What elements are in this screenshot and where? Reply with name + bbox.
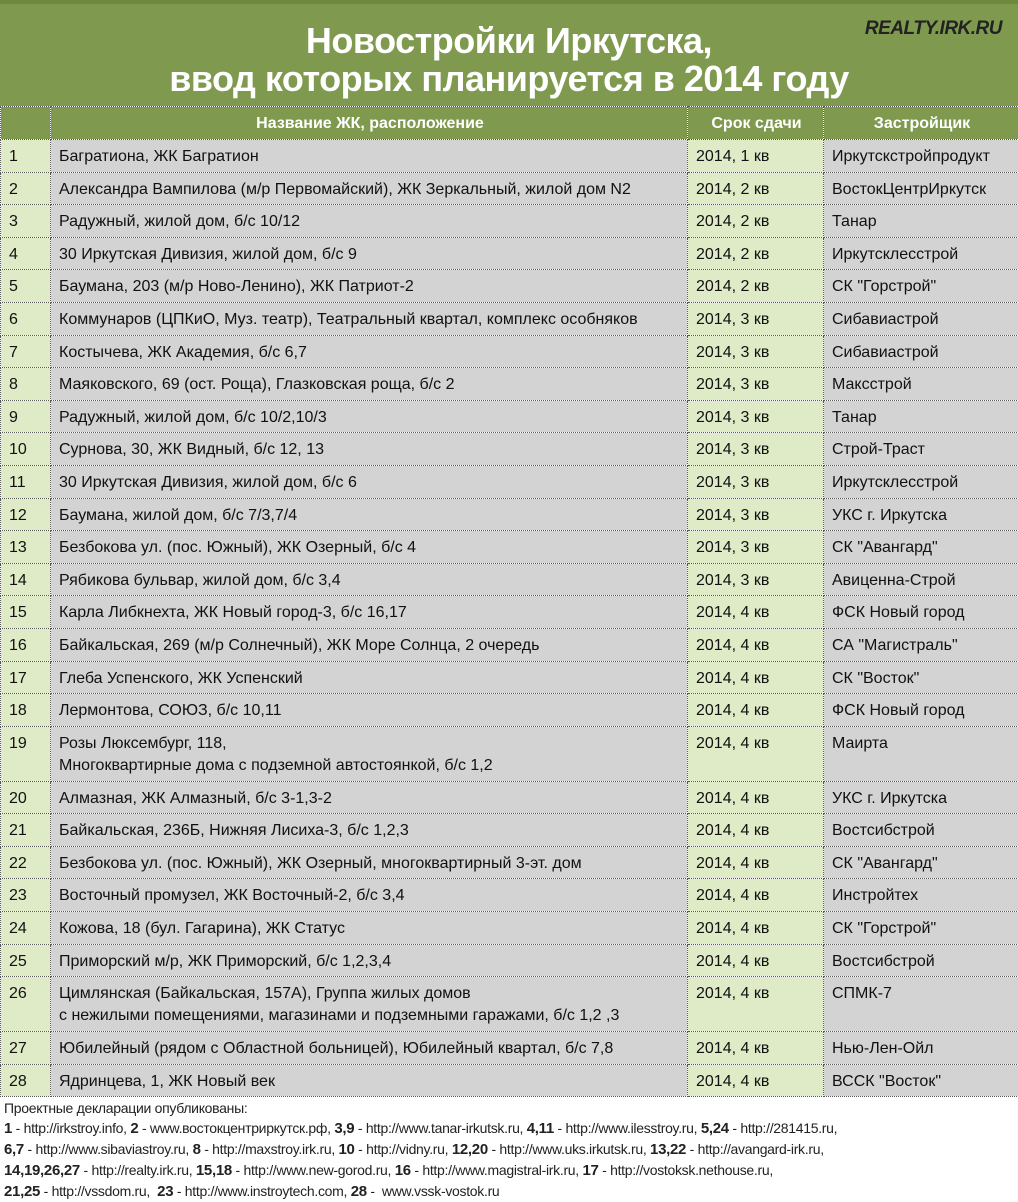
declaration-link[interactable]: - http://vssdom.ru, bbox=[40, 1183, 157, 1199]
row-number: 8 bbox=[1, 368, 51, 401]
row-number: 6 bbox=[1, 302, 51, 335]
row-number: 14 bbox=[1, 563, 51, 596]
project-numbers: 16 bbox=[395, 1162, 411, 1179]
row-number: 15 bbox=[1, 596, 51, 629]
declaration-link[interactable]: - http://www.instroytech.com, bbox=[173, 1183, 350, 1199]
developer: СК "Горстрой" bbox=[824, 270, 1018, 303]
developer: Сибавиастрой bbox=[824, 335, 1018, 368]
table-row bbox=[1, 465, 1018, 498]
developer: ВССК "Восток" bbox=[824, 1064, 1018, 1097]
table-row bbox=[1, 977, 1018, 1032]
completion-date: 2014, 3 кв bbox=[688, 335, 824, 368]
footer-line bbox=[4, 1118, 837, 1139]
completion-date: 2014, 4 кв bbox=[688, 596, 824, 629]
declaration-link[interactable]: - http://maxstroy.irk.ru, bbox=[201, 1141, 339, 1157]
row-number: 10 bbox=[1, 433, 51, 466]
table-row bbox=[1, 302, 1018, 335]
building-name bbox=[51, 400, 688, 433]
table-row bbox=[1, 781, 1018, 814]
developer: Иркутсклесстрой bbox=[824, 465, 1018, 498]
declaration-link[interactable]: - http://www.tanar-irkutsk.ru, bbox=[354, 1120, 526, 1136]
table-row bbox=[1, 400, 1018, 433]
table-row bbox=[1, 563, 1018, 596]
row-number: 1 bbox=[1, 140, 51, 173]
project-numbers: 28 bbox=[351, 1183, 367, 1200]
site-logo-text: REALTY.IRK.RU bbox=[865, 18, 1002, 40]
building-name-line: Юбилейный (рядом с Областной больницей), Юбилейный квартал, б/с 7,8 bbox=[59, 1038, 681, 1060]
page-title bbox=[0, 22, 1018, 98]
table-row bbox=[1, 498, 1018, 531]
building-name-line: Радужный, жилой дом, б/с 10/2,10/3 bbox=[59, 407, 681, 429]
completion-date: 2014, 4 кв bbox=[688, 879, 824, 912]
developer: СА "Магистраль" bbox=[824, 628, 1018, 661]
table-row bbox=[1, 433, 1018, 466]
developer: Нью-Лен-Ойл bbox=[824, 1032, 1018, 1065]
building-name-line: Коммунаров (ЦПКиО, Муз. театр), Театральный квартал, комплекс особняков bbox=[59, 309, 681, 331]
row-number: 5 bbox=[1, 270, 51, 303]
row-number: 3 bbox=[1, 205, 51, 238]
building-name-line: 30 Иркутская Дивизия, жилой дом, б/с 9 bbox=[59, 244, 681, 266]
building-name-line: Многоквартирные дома с подземной автостоянкой, б/с 1,2 bbox=[59, 755, 681, 777]
project-numbers: 14,19,26,27 bbox=[4, 1162, 80, 1179]
developer: УКС г. Иркутска bbox=[824, 498, 1018, 531]
project-numbers: 17 bbox=[582, 1162, 598, 1179]
declaration-link[interactable]: - http://www.uks.irkutsk.ru, bbox=[488, 1141, 650, 1157]
table-row bbox=[1, 205, 1018, 238]
declaration-link[interactable]: - http://www.ilesstroy.ru, bbox=[554, 1120, 701, 1136]
completion-date: 2014, 3 кв bbox=[688, 302, 824, 335]
completion-date: 2014, 3 кв bbox=[688, 368, 824, 401]
completion-date: 2014, 2 кв bbox=[688, 270, 824, 303]
completion-date: 2014, 4 кв bbox=[688, 977, 824, 1032]
building-name-line: Маяковского, 69 (ост. Роща), Глазковская роща, б/с 2 bbox=[59, 374, 681, 396]
building-name-line: Багратиона, ЖК Багратион bbox=[59, 146, 681, 168]
building-name bbox=[51, 172, 688, 205]
developer: ФСК Новый город bbox=[824, 694, 1018, 727]
project-numbers: 5,24 bbox=[701, 1120, 729, 1137]
footer-line bbox=[4, 1139, 837, 1160]
table-row bbox=[1, 661, 1018, 694]
row-number: 25 bbox=[1, 944, 51, 977]
table-row bbox=[1, 596, 1018, 629]
building-name bbox=[51, 531, 688, 564]
table-row bbox=[1, 944, 1018, 977]
building-name-line: Глеба Успенского, ЖК Успенский bbox=[59, 668, 681, 690]
declaration-link[interactable]: - www.востокцентриркутск.рф, bbox=[138, 1120, 334, 1136]
completion-date: 2014, 4 кв bbox=[688, 781, 824, 814]
completion-date: 2014, 4 кв bbox=[688, 1064, 824, 1097]
footer-heading: Проектные декларации опубликованы: bbox=[4, 1098, 837, 1118]
footer-line bbox=[4, 1181, 837, 1202]
building-name-line: 30 Иркутская Дивизия, жилой дом, б/с 6 bbox=[59, 472, 681, 494]
completion-date: 2014, 2 кв bbox=[688, 205, 824, 238]
column-header-developer: Застройщик bbox=[824, 107, 1018, 140]
title-line-1: Новостройки Иркутска, bbox=[0, 22, 1018, 60]
project-numbers: 12,20 bbox=[452, 1141, 488, 1158]
table-header-row bbox=[1, 107, 1018, 140]
table-row bbox=[1, 1064, 1018, 1097]
developer: Танар bbox=[824, 400, 1018, 433]
building-name bbox=[51, 270, 688, 303]
row-number: 4 bbox=[1, 237, 51, 270]
building-name bbox=[51, 1032, 688, 1065]
building-name-line: Розы Люксембург, 118, bbox=[59, 733, 681, 755]
row-number: 27 bbox=[1, 1032, 51, 1065]
declaration-link[interactable]: - http://avangard-irk.ru, bbox=[686, 1141, 824, 1157]
developer: Иркутскстройпродукт bbox=[824, 140, 1018, 173]
completion-date: 2014, 4 кв bbox=[688, 814, 824, 847]
table-row bbox=[1, 237, 1018, 270]
table-row bbox=[1, 1032, 1018, 1065]
building-name bbox=[51, 368, 688, 401]
table-row bbox=[1, 814, 1018, 847]
building-name-line: Рябикова бульвар, жилой дом, б/с 3,4 bbox=[59, 570, 681, 592]
completion-date: 2014, 3 кв bbox=[688, 498, 824, 531]
completion-date: 2014, 4 кв bbox=[688, 944, 824, 977]
table-row bbox=[1, 912, 1018, 945]
row-number: 9 bbox=[1, 400, 51, 433]
developer: Инстройтех bbox=[824, 879, 1018, 912]
project-numbers: 10 bbox=[339, 1141, 355, 1158]
building-name bbox=[51, 977, 688, 1032]
building-name bbox=[51, 563, 688, 596]
building-name bbox=[51, 465, 688, 498]
row-number: 2 bbox=[1, 172, 51, 205]
completion-date: 2014, 4 кв bbox=[688, 912, 824, 945]
table-row bbox=[1, 694, 1018, 727]
developer: Востсибстрой bbox=[824, 814, 1018, 847]
row-number: 23 bbox=[1, 879, 51, 912]
completion-date: 2014, 4 кв bbox=[688, 628, 824, 661]
building-name bbox=[51, 140, 688, 173]
row-number: 21 bbox=[1, 814, 51, 847]
building-name-line: Алмазная, ЖК Алмазный, б/с 3-1,3-2 bbox=[59, 788, 681, 810]
completion-date: 2014, 4 кв bbox=[688, 661, 824, 694]
project-numbers: 15,18 bbox=[196, 1162, 232, 1179]
row-number: 7 bbox=[1, 335, 51, 368]
completion-date: 2014, 4 кв bbox=[688, 1032, 824, 1065]
developer: Сибавиастрой bbox=[824, 302, 1018, 335]
project-numbers: 23 bbox=[157, 1183, 173, 1200]
building-name bbox=[51, 814, 688, 847]
developer: ФСК Новый город bbox=[824, 596, 1018, 629]
project-numbers: 2 bbox=[130, 1120, 138, 1137]
building-name bbox=[51, 1064, 688, 1097]
row-number: 12 bbox=[1, 498, 51, 531]
building-name-line: Байкальская, 236Б, Нижняя Лисиха-3, б/с 1,2,3 bbox=[59, 820, 681, 842]
developer: Иркутсклесстрой bbox=[824, 237, 1018, 270]
building-name bbox=[51, 433, 688, 466]
developer: Танар bbox=[824, 205, 1018, 238]
building-name bbox=[51, 596, 688, 629]
building-name bbox=[51, 944, 688, 977]
developer: СК "Горстрой" bbox=[824, 912, 1018, 945]
row-number: 24 bbox=[1, 912, 51, 945]
declaration-link[interactable]: - http://www.new-gorod.ru, bbox=[232, 1162, 395, 1178]
building-name bbox=[51, 879, 688, 912]
declaration-link[interactable]: - http://irkstroy.info, bbox=[12, 1120, 130, 1136]
column-header-date: Срок сдачи bbox=[688, 107, 824, 140]
building-name-line: Приморский м/р, ЖК Приморский, б/с 1,2,3,4 bbox=[59, 951, 681, 973]
building-name-line: Баумана, жилой дом, б/с 7/3,7/4 bbox=[59, 505, 681, 527]
developer: СК "Авангард" bbox=[824, 846, 1018, 879]
building-name-line: с нежилыми помещениями, магазинами и подземными гаражами, б/с 1,2 ,3 bbox=[59, 1005, 681, 1027]
developer: СК "Восток" bbox=[824, 661, 1018, 694]
table-row bbox=[1, 531, 1018, 564]
building-name bbox=[51, 498, 688, 531]
building-name bbox=[51, 237, 688, 270]
project-numbers: 1 bbox=[4, 1120, 12, 1137]
declaration-link[interactable]: - http://vidny.ru, bbox=[355, 1141, 452, 1157]
building-name-line: Восточный промузел, ЖК Восточный-2, б/с 3,4 bbox=[59, 885, 681, 907]
developer: СПМК-7 bbox=[824, 977, 1018, 1032]
declaration-link[interactable]: - http://www.sibaviastroy.ru, bbox=[24, 1141, 193, 1157]
row-number: 16 bbox=[1, 628, 51, 661]
building-name-line: Костычева, ЖК Академия, б/с 6,7 bbox=[59, 342, 681, 364]
column-header-name: Название ЖК, расположение bbox=[51, 107, 688, 140]
column-header-number bbox=[1, 107, 51, 140]
building-name bbox=[51, 694, 688, 727]
building-name bbox=[51, 846, 688, 879]
building-name-line: Карла Либкнехта, ЖК Новый город-3, б/с 16,17 bbox=[59, 602, 681, 624]
table-row bbox=[1, 172, 1018, 205]
building-name bbox=[51, 335, 688, 368]
developer: Строй-Траст bbox=[824, 433, 1018, 466]
building-name bbox=[51, 302, 688, 335]
building-name bbox=[51, 628, 688, 661]
row-number: 22 bbox=[1, 846, 51, 879]
building-name bbox=[51, 661, 688, 694]
building-name bbox=[51, 205, 688, 238]
table-row bbox=[1, 368, 1018, 401]
table-row bbox=[1, 846, 1018, 879]
row-number: 26 bbox=[1, 977, 51, 1032]
row-number: 18 bbox=[1, 694, 51, 727]
building-name-line: Безбокова ул. (пос. Южный), ЖК Озерный, многоквартирный 3-эт. дом bbox=[59, 853, 681, 875]
table-row bbox=[1, 335, 1018, 368]
table-row bbox=[1, 628, 1018, 661]
declaration-link[interactable]: - www.vssk-vostok.ru bbox=[367, 1183, 500, 1199]
table-row bbox=[1, 140, 1018, 173]
project-numbers: 6,7 bbox=[4, 1141, 24, 1158]
completion-date: 2014, 4 кв bbox=[688, 694, 824, 727]
completion-date: 2014, 3 кв bbox=[688, 400, 824, 433]
declaration-link[interactable]: - http://281415.ru, bbox=[729, 1120, 837, 1136]
project-numbers: 21,25 bbox=[4, 1183, 40, 1200]
row-number: 17 bbox=[1, 661, 51, 694]
declaration-link[interactable]: - http://www.magistral-irk.ru, bbox=[411, 1162, 583, 1178]
building-name-line: Байкальская, 269 (м/р Солнечный), ЖК Море Солнца, 2 очередь bbox=[59, 635, 681, 657]
completion-date: 2014, 3 кв bbox=[688, 433, 824, 466]
developer: ВостокЦентрИркутск bbox=[824, 172, 1018, 205]
completion-date: 2014, 2 кв bbox=[688, 237, 824, 270]
completion-date: 2014, 3 кв bbox=[688, 465, 824, 498]
building-name-line: Радужный, жилой дом, б/с 10/12 bbox=[59, 211, 681, 233]
building-name-line: Александра Вампилова (м/р Первомайский), ЖК Зеркальный, жилой дом N2 bbox=[59, 179, 681, 201]
developer: СК "Авангард" bbox=[824, 531, 1018, 564]
building-name-line: Баумана, 203 (м/р Ново-Ленино), ЖК Патриот-2 bbox=[59, 276, 681, 298]
building-name-line: Ядринцева, 1, ЖК Новый век bbox=[59, 1071, 681, 1093]
project-numbers: 4,11 bbox=[527, 1120, 554, 1137]
developer: Авиценна-Строй bbox=[824, 563, 1018, 596]
row-number: 11 bbox=[1, 465, 51, 498]
building-name-line: Лермонтова, СОЮЗ, б/с 10,11 bbox=[59, 700, 681, 722]
declaration-link[interactable]: - http://realty.irk.ru, bbox=[80, 1162, 196, 1178]
row-number: 28 bbox=[1, 1064, 51, 1097]
building-name bbox=[51, 726, 688, 781]
developer: Максстрой bbox=[824, 368, 1018, 401]
project-numbers: 8 bbox=[193, 1141, 201, 1158]
buildings-table bbox=[0, 106, 1018, 1097]
project-numbers: 3,9 bbox=[334, 1120, 354, 1137]
building-name-line: Безбокова ул. (пос. Южный), ЖК Озерный, б/с 4 bbox=[59, 537, 681, 559]
row-number: 13 bbox=[1, 531, 51, 564]
completion-date: 2014, 3 кв bbox=[688, 563, 824, 596]
building-name-line: Цимлянская (Байкальская, 157А), Группа жилых домов bbox=[59, 983, 681, 1005]
title-banner bbox=[0, 0, 1018, 106]
building-name bbox=[51, 912, 688, 945]
project-numbers: 13,22 bbox=[650, 1141, 686, 1158]
completion-date: 2014, 4 кв bbox=[688, 726, 824, 781]
title-line-2: ввод которых планируется в 2014 году bbox=[0, 60, 1018, 98]
footer-line bbox=[4, 1160, 837, 1181]
developer: Маирта bbox=[824, 726, 1018, 781]
table-row bbox=[1, 726, 1018, 781]
completion-date: 2014, 4 кв bbox=[688, 846, 824, 879]
building-name-line: Сурнова, 30, ЖК Видный, б/с 12, 13 bbox=[59, 439, 681, 461]
building-name bbox=[51, 781, 688, 814]
row-number: 19 bbox=[1, 726, 51, 781]
declaration-link[interactable]: - http://vostoksk.nethouse.ru, bbox=[599, 1162, 773, 1178]
completion-date: 2014, 2 кв bbox=[688, 172, 824, 205]
table-row bbox=[1, 270, 1018, 303]
table-row bbox=[1, 879, 1018, 912]
completion-date: 2014, 3 кв bbox=[688, 531, 824, 564]
developer: УКС г. Иркутска bbox=[824, 781, 1018, 814]
row-number: 20 bbox=[1, 781, 51, 814]
building-name-line: Кожова, 18 (бул. Гагарина), ЖК Статус bbox=[59, 918, 681, 940]
developer: Востсибстрой bbox=[824, 944, 1018, 977]
completion-date: 2014, 1 кв bbox=[688, 140, 824, 173]
footer-notes bbox=[4, 1098, 837, 1202]
